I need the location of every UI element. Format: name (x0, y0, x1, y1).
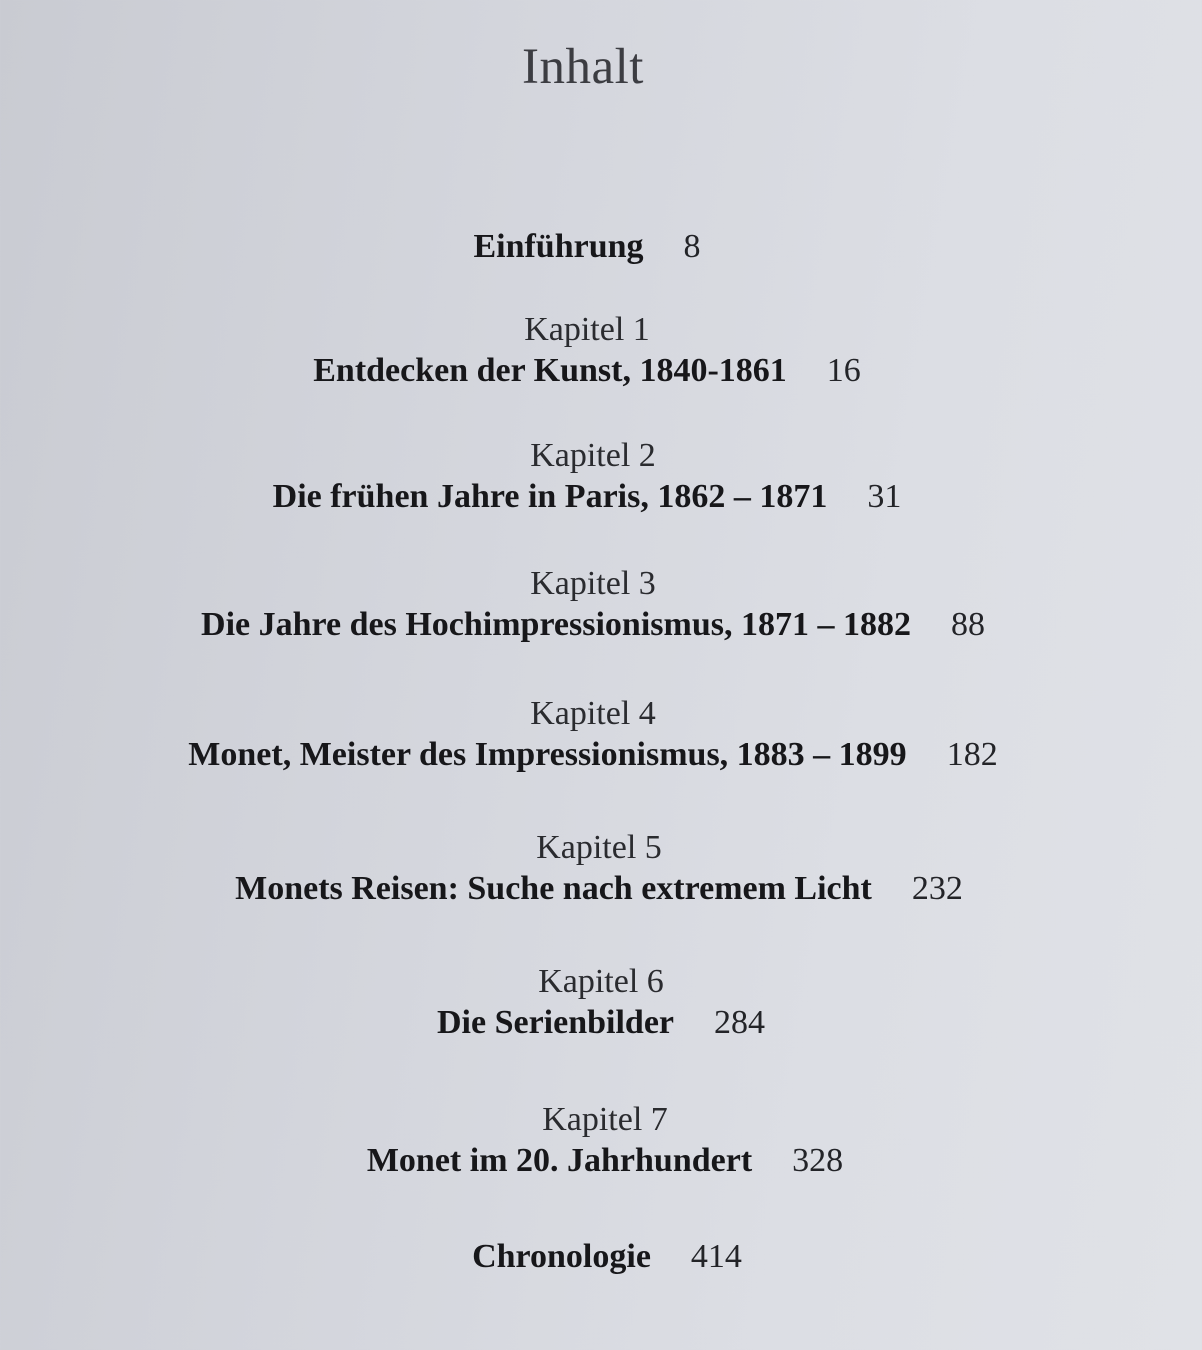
toc-entry-page: 414 (690, 1238, 742, 1275)
toc-entry-introduction (0, 226, 1188, 268)
toc-entry-page: 328 (792, 1142, 844, 1179)
toc-entry-line (0, 734, 1194, 776)
toc-entry-line (4, 1140, 1202, 1182)
toc-entry-line (0, 476, 1188, 518)
toc-entry-title: Monets Reisen: Suche nach extremem Licht (235, 870, 872, 907)
page-title: Inhalt (522, 39, 644, 95)
toc-entry-page: 232 (911, 870, 963, 907)
toc-entry-line (6, 1236, 1202, 1278)
toc-entry-line (0, 1002, 1202, 1044)
toc-entry-title: Die Serienbilder (436, 1004, 675, 1041)
toc-entry-line (0, 868, 1200, 910)
toc-entry-chronology (6, 1236, 1202, 1278)
toc-entry-title: Chronologie (472, 1238, 651, 1275)
toc-entry-line (0, 604, 1194, 646)
toc-entry-chapter-7 (4, 1100, 1202, 1182)
toc-entry-chapter-3 (0, 564, 1194, 646)
chapter-label: Kapitel 5 (536, 829, 662, 866)
toc-entry-page: 8 (683, 228, 701, 265)
chapter-label: Kapitel 3 (530, 565, 656, 602)
toc-entry-title: Einführung (473, 228, 644, 265)
toc-entry-title: Entdecken der Kunst, 1840-1861 (313, 352, 787, 389)
toc-entry-title: Monet im 20. Jahrhundert (366, 1142, 753, 1179)
chapter-label: Kapitel 7 (542, 1101, 668, 1138)
chapter-label: Kapitel 2 (530, 437, 656, 474)
toc-entry-chapter-5 (0, 828, 1200, 910)
toc-entry-title: Die frühen Jahre in Paris, 1862 – 1871 (272, 478, 828, 515)
toc-entry-page: 16 (826, 352, 861, 389)
toc-entry-chapter-6 (0, 962, 1202, 1044)
toc-entry-chapter-1 (0, 310, 1188, 392)
toc-entry-page: 182 (946, 736, 998, 773)
chapter-label: Kapitel 6 (538, 963, 664, 1000)
chapter-label: Kapitel 4 (530, 695, 656, 732)
toc-entry-page: 88 (950, 606, 985, 643)
toc-entry-title: Die Jahre des Hochimpressionismus, 1871 – 1882 (201, 606, 911, 643)
toc-entry-title: Monet, Meister des Impressionismus, 1883 – 1899 (188, 736, 907, 773)
toc-entry-line (0, 350, 1188, 392)
toc-entry-page: 284 (714, 1004, 766, 1041)
toc-entry-line (0, 226, 1188, 268)
chapter-label: Kapitel 1 (524, 311, 650, 348)
toc-entry-chapter-2 (0, 436, 1188, 518)
toc-entry-chapter-4 (0, 694, 1194, 776)
toc-entry-page: 31 (867, 478, 902, 515)
